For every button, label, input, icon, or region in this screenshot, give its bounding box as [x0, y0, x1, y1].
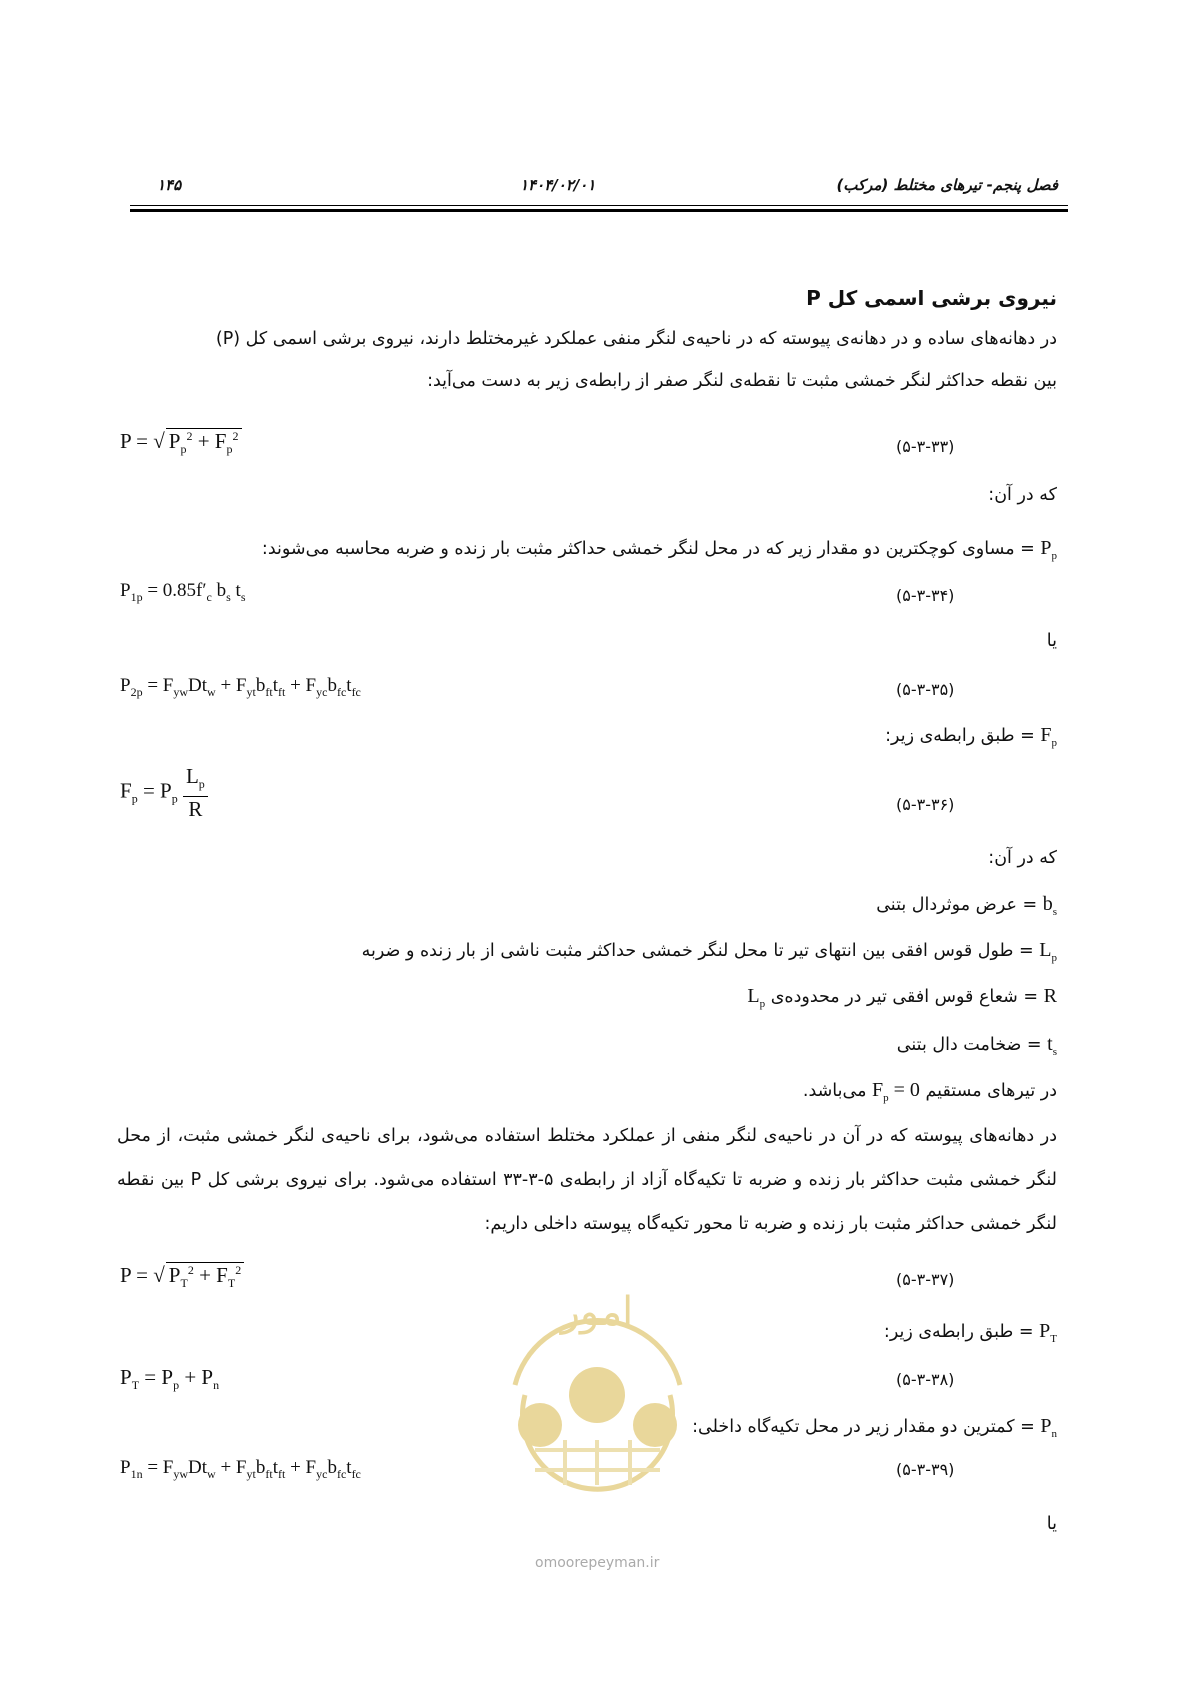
def-R-text: شعاع قوس افقی تیر در محدوده‌ی [770, 987, 1018, 1007]
equation-number-33: (۵-۳-۳۳) [896, 437, 955, 456]
paragraph-continuous-spans: در دهانه‌های پیوسته که در آن در ناحیه‌ی لنگر منفی از عملکرد مختلط استفاده می‌شود، برای ناحیه‌ی لنگر خمشی مثبت، از محل لنگر خمشی مثبت حداکثر بار زنده و ضربه تا تکیه‌گاه آزاد از رابطه‌ی ۵-۳-۳۳ استفاده می‌شود. برای نیروی برشی کل P بین نقطه لنگر خمشی حداکثر مثبت بار زنده و ضربه تا محور تکیه‌گاه پیوسته داخلی داریم: [117, 1126, 1058, 1234]
header-rule-thin [130, 205, 1068, 206]
equation-37: P = √ $P_T^2 + F_T^2$ [120, 1262, 244, 1291]
equation-number-39: (۵-۳-۳۹) [896, 1460, 955, 1479]
header-rule-thick [130, 209, 1068, 212]
def-bs-text: عرض موثردال بتنی [876, 895, 1017, 915]
fraction-Lp-R: $\frac{L_p}{R}$ [183, 764, 208, 821]
equation-number-35: (۵-۳-۳۵) [896, 680, 955, 699]
where-label-1: که در آن: [988, 485, 1057, 505]
equation-number-37: (۵-۳-۳۷) [896, 1270, 955, 1289]
def-Fp-text: طبق رابطه‌ی زیر: [885, 726, 1015, 746]
equation-number-34: (۵-۳-۳۴) [896, 586, 955, 605]
page-number: ۱۴۵ [157, 176, 182, 194]
def-PT-text: طبق رابطه‌ی زیر: [883, 1322, 1014, 1342]
def-Lp-text: طول قوس افقی بین انتهای تیر تا محل لنگر خمشی حداکثر مثبت ناشی از بار زنده و ضربه [361, 941, 1014, 961]
def-Pn-text: کمترین دو مقدار زیر در محل تکیه‌گاه داخلی: [692, 1417, 1015, 1437]
def-Lp: $L_p$ = طول قوس افقی بین انتهای تیر تا محل لنگر خمشی حداکثر مثبت ناشی از بار زنده و ضربه [361, 939, 1057, 964]
def-ts: $t_s$ = ضخامت دال بتنی [896, 1033, 1057, 1058]
def-Pn: $P_n$ = کمترین دو مقدار زیر در محل تکیه‌گاه داخلی: [692, 1415, 1057, 1440]
chapter-title: فصل پنجم- تیرهای مختلط (مرکب) [836, 176, 1058, 194]
intro-line-1: در دهانه‌های ساده و در دهانه‌ی پیوسته که در ناحیه‌ی لنگر منفی عملکرد غیرمختلط دارند، نیروی برشی اسمی کل (P) [215, 329, 1057, 349]
watermark-seal-icon [495, 1235, 700, 1505]
equation-38: $P_T = P_p + P_n$ [120, 1365, 220, 1393]
section-title: نیروی برشی اسمی کل P [806, 286, 1057, 310]
straight-beams-note: در تیرهای مستقیم $F_p = 0$ می‌باشد. [802, 1079, 1057, 1104]
def-Pp: $P_p$ = مساوی کوچکترین دو مقدار زیر که در محل لنگر خمشی حداکثر مثبت بار زنده و ضربه محاسبه می‌شوند: [261, 537, 1057, 562]
straight-beams-text: در تیرهای مستقیم [925, 1081, 1057, 1101]
where-label-2: که در آن: [988, 848, 1057, 868]
equation-39: $P_{1n} = F_{yw}Dt_w + F_{yt}b_{ft}t_{ft} + F_{yc}b_{fc}t_{fc}$ [120, 1457, 361, 1481]
equation-number-38: (۵-۳-۳۸) [896, 1370, 955, 1389]
def-ts-text: ضخامت دال بتنی [896, 1035, 1022, 1055]
equation-36: $F_p = P_p$ $\frac{L_p}{R}$ [120, 764, 208, 821]
straight-beams-suffix: می‌باشد. [802, 1081, 867, 1101]
def-R: R = شعاع قوس افقی تیر در محدوده‌ی $L_p$ [747, 985, 1057, 1010]
header-date: ۱۴۰۴/۰۲/۰۱ [520, 176, 596, 194]
or-label-1: یا [1046, 631, 1057, 651]
def-PT: $P_T$ = طبق رابطه‌ی زیر: [883, 1320, 1057, 1345]
equation-34: $P_{1p} = 0.85f'_c$ $b_s$ $t_s$ [120, 580, 246, 604]
equation-35: $P_{2p} = F_{yw}Dt_w + F_{yt}b_{ft}t_{ft} + F_{yc}b_{fc}t_{fc}$ [120, 675, 361, 699]
equation-33: P = √ $P_p^2 + F_p^2$ [120, 428, 242, 457]
intro-line-2: بین نقطه حداکثر لنگر خمشی مثبت تا نقطه‌ی لنگر صفر از رابطه‌ی زیر به دست می‌آید: [427, 371, 1057, 391]
svg-text:امور: امور [560, 1289, 634, 1335]
def-Fp: $F_p$ = طبق رابطه‌ی زیر: [885, 724, 1057, 749]
or-label-2: یا [1046, 1514, 1057, 1534]
equation-number-36: (۵-۳-۳۶) [896, 795, 955, 814]
def-Pp-text: مساوی کوچکترین دو مقدار زیر که در محل لنگر خمشی حداکثر مثبت بار زنده و ضربه محاسبه می‌شوند: [261, 539, 1015, 559]
watermark-url: omoorepeyman.ir [535, 1555, 660, 1571]
def-bs: $b_s$ = عرض موثردال بتنی [876, 893, 1057, 918]
